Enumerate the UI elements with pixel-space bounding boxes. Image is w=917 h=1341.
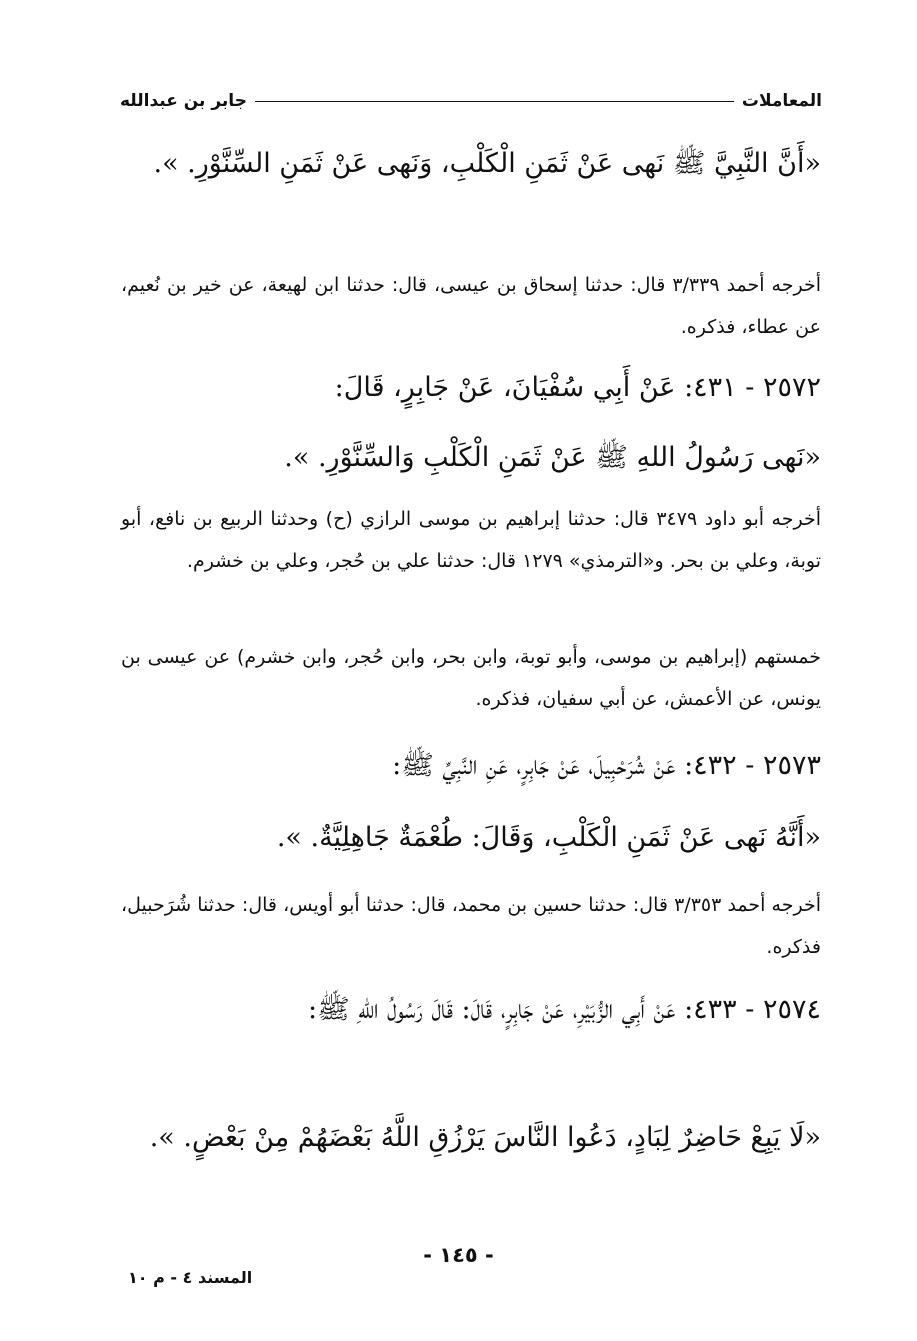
takhrij-note: أخرجه أحمد ٣/٣٥٣ قال: حدثنا حسين بن محمد، قال: حدثنا أبو أويس، قال: حدثنا شُرَحبيل، فذكره.: [121, 894, 821, 958]
page-number: - ١٤٥ -: [423, 1243, 494, 1267]
hadith-heading: ٢٥٧٢ - ٤٣١: عَنْ أَبِي سُفْيَانَ، عَنْ جَابِرٍ، قَالَ:: [334, 372, 821, 403]
takhrij-note: خمستهم (إبراهيم بن موسى، وأبو توبة، وابن بحر، وابن حُجر، وابن خشرم) عن عيسى بن يونس، عن الأعمش، عن أبي سفيان، فذكره.: [121, 646, 821, 710]
takhrij-note: أخرجه أبو داود ٣٤٧٩ قال: حدثنا إبراهيم بن موسى الرازي (ح) وحدثنا الربيع بن نافع، أبو توبة، وعلي بن بحر. و«الترمذي» ١٢٧٩ قال: حدثنا علي بن حُجر، وعلي بن خشرم.: [121, 508, 822, 572]
header-section: المعاملات: [741, 91, 822, 111]
hadith-text: «أَنَّ النَّبِيَّ ﷺ نَهى عَنْ ثَمَنِ الْكَلْبِ، وَنَهى عَنْ ثَمَنِ السِّنَّوْرِ. ».: [153, 148, 821, 179]
header-narrator: جابر بن عبدالله: [120, 91, 247, 111]
hadith-text: «نَهى رَسُولُ اللهِ ﷺ عَنْ ثَمَنِ الْكَلْبِ وَالسِّنَّوْرِ. ».: [284, 442, 821, 473]
hadith-text: «لَا يَبِعْ حَاضِرٌ لِبَادٍ، دَعُوا النَّاسَ يَرْزُقِ اللَّهُ بَعْضَهُمْ مِنْ بَعْضٍ. ».: [149, 1122, 821, 1153]
hadith-text: «أَنَّهُ نَهى عَنْ ثَمَنِ الْكَلْبِ، وَقَالَ: طُعْمَةٌ جَاهِلِيَّةٌ. ».: [276, 822, 821, 853]
hadith-heading: ٢٥٧٤ - ٤٣٣: عَنْ أَبِي الزُّبَيْرِ، عَنْ جَابِرٍ، قَالَ: قَالَ رَسُولُ اللهِ ﷺ:: [307, 994, 821, 1025]
takhrij-note: أخرجه أحمد ٣/٣٣٩ قال: حدثنا إسحاق بن عيسى، قال: حدثنا ابن لهيعة، عن خير بن نُعيم، عن عطاء، فذكره.: [121, 274, 821, 338]
signature-mark: المسند ٤ - م ١٠: [128, 1268, 253, 1287]
header-rule: [255, 101, 734, 102]
running-header: [120, 88, 822, 114]
hadith-heading: ٢٥٧٣ - ٤٣٢: عَنْ شُرَحْبِيلَ، عَنْ جَابِرٍ، عَنِ النَّبِيِّ ﷺ:: [392, 750, 821, 781]
